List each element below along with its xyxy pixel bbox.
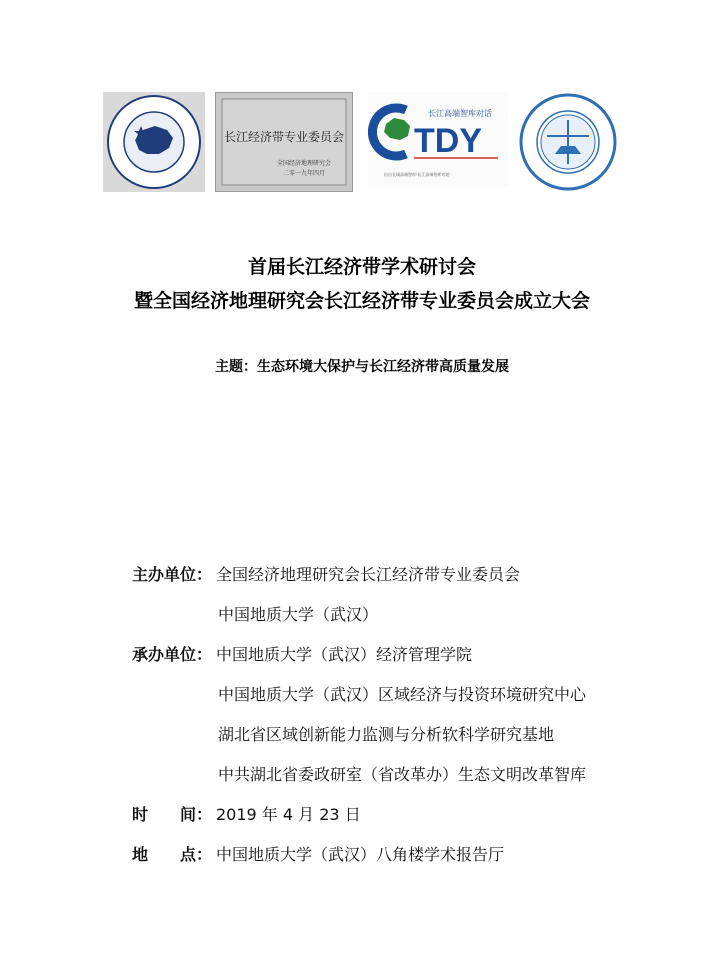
time-value: 2019 年 4 月 23 日	[216, 805, 361, 824]
seal-line2: 二零一九年四月	[282, 170, 326, 177]
theme-line: 主题：生态环境大保护与长江经济带高质量发展	[215, 359, 509, 375]
title-line-2: 暨全国经济地理研究会长江经济带专业委员会成立大会	[133, 290, 590, 312]
committee-seal-logo	[215, 92, 353, 192]
organizer-row-1	[132, 642, 472, 665]
organizer-unit-2: 中国地质大学（武汉）区域经济与投资环境研究中心	[218, 685, 587, 704]
organizer-unit-3: 湖北省区域创新能力监测与分析软科学研究基地	[218, 725, 555, 744]
time-label: 时 间：	[132, 805, 213, 824]
seal-title: 长江经济带专业委员会	[223, 130, 345, 144]
ctdy-tag: 长江高端智库对话	[428, 109, 492, 118]
host-label: 主办单位：	[132, 565, 213, 584]
place-row	[132, 842, 504, 865]
host-unit-1: 全国经济地理研究会长江经济带专业委员会	[216, 565, 521, 584]
host-unit-2: 中国地质大学（武汉）	[218, 605, 379, 624]
time-row	[132, 802, 361, 825]
ctdy-logo	[368, 92, 508, 186]
host-row-1	[132, 562, 520, 585]
organizer-unit-4: 中共湖北省委政研室（省改革办）生态文明改革智库	[218, 765, 587, 784]
title-line-1: 首届长江经济带学术研讨会	[247, 256, 476, 278]
cug-logo	[517, 92, 619, 192]
organizer-label: 承办单位：	[132, 645, 213, 664]
seal-line1: 全国经济地理研究会	[276, 160, 332, 167]
place-label: 地 点：	[132, 845, 213, 864]
ctdy-footnote: 出自长城高端智库“长江高端智库对话”	[384, 172, 451, 177]
cega-logo	[103, 92, 205, 192]
svg-text:TDY: TDY	[414, 122, 482, 160]
place-value: 中国地质大学（武汉）八角楼学术报告厅	[216, 845, 505, 864]
organizer-unit-1: 中国地质大学（武汉）经济管理学院	[216, 645, 473, 664]
